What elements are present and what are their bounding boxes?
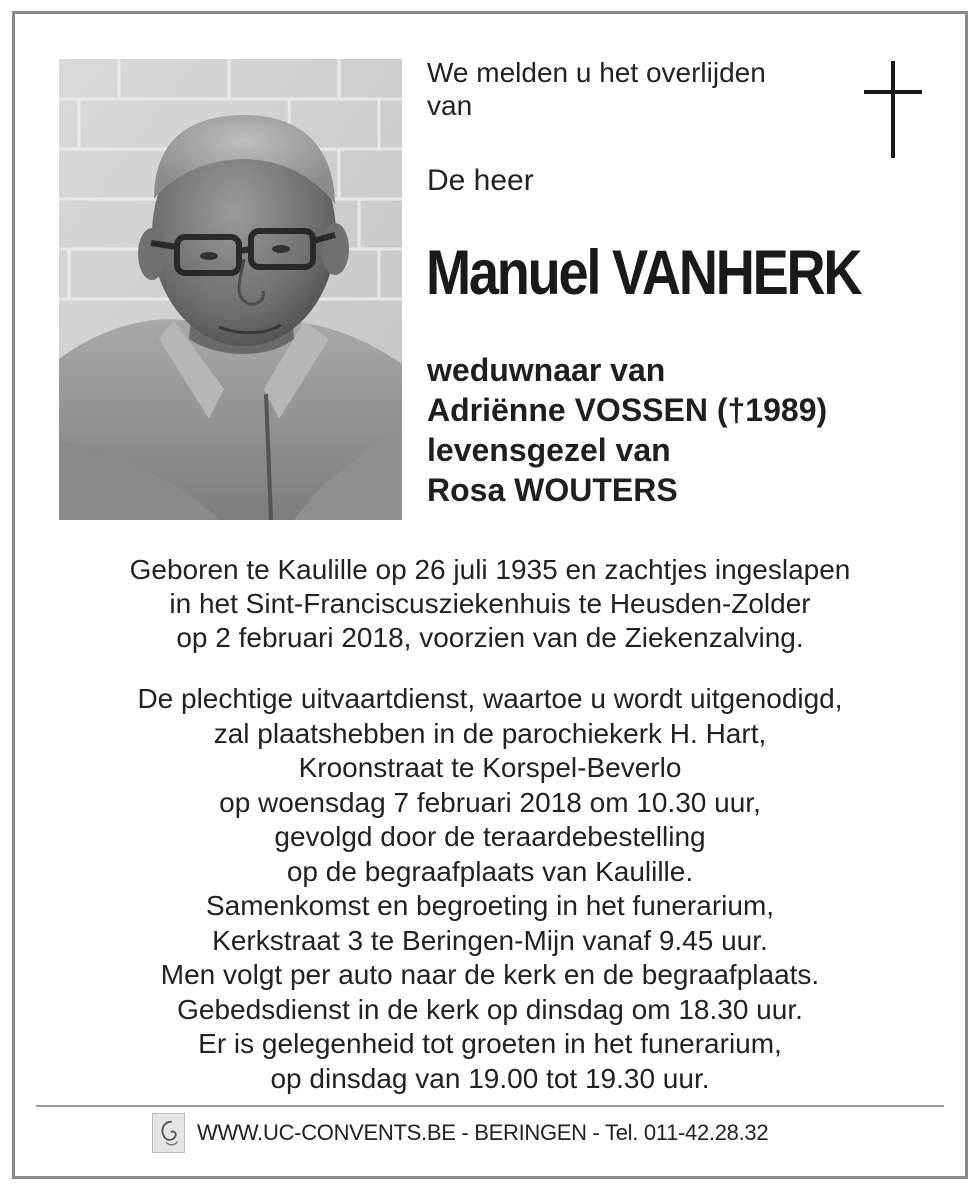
service-line: Samenkomst en begroeting in het funerarium, [205, 890, 775, 921]
relation-line: Adriënne VOSSEN (†1989) [427, 392, 828, 428]
service-paragraph [40, 682, 940, 1096]
service-line: gevolgd door de teraardebestelling [274, 821, 706, 852]
footer-divider [36, 1105, 944, 1107]
service-line: op dinsdag van 19.00 tot 19.30 uur. [270, 1062, 710, 1094]
relation-line: weduwnaar van [427, 352, 666, 388]
intro-line: We melden u het overlijden [427, 57, 766, 88]
relations-block [427, 350, 947, 510]
birth-line: in het Sint-Franciscusziekenhuis te Heusden-Zolder [169, 588, 811, 619]
birth-line: Geboren te Kaulille op 26 juli 1935 en zachtjes ingeslapen [129, 554, 851, 585]
relation-line: levensgezel van [427, 432, 671, 468]
portrait-image [59, 59, 402, 520]
service-line: op woensdag 7 februari 2018 om 10.30 uur, [219, 786, 761, 818]
portrait-photo [59, 59, 402, 520]
service-line: Gebedsdienst in de kerk op dinsdag om 18.30 uur. [177, 993, 803, 1025]
intro-text [427, 56, 847, 122]
intro-line: van [427, 90, 473, 121]
service-line: Kerkstraat 3 te Beringen-Mijn vanaf 9.45 uur. [212, 924, 768, 956]
footer [152, 1113, 768, 1153]
funeral-home-logo-icon [152, 1113, 185, 1153]
cross-icon [864, 61, 922, 158]
service-line: zal plaatshebben in de parochiekerk H. Hart, [213, 717, 767, 749]
birth-death-paragraph [40, 553, 940, 655]
service-line: Men volgt per auto naar de kerk en de begraafplaats. [160, 959, 820, 990]
salutation: De heer [427, 164, 534, 197]
footer-contact-text: WWW.UC-CONVENTS.BE - BERINGEN - Tel. 011-42.28.32 [197, 1120, 769, 1145]
service-line: op de begraafplaats van Kaulille. [286, 855, 694, 887]
service-line: Er is gelegenheid tot groeten in het funerarium, [198, 1028, 782, 1059]
deceased-name: Manuel VANHERK [426, 238, 861, 308]
relation-line: Rosa WOUTERS [427, 472, 678, 508]
service-line: Kroonstraat te Korspel-Beverlo [298, 752, 682, 783]
service-line: De plechtige uitvaartdienst, waartoe u wordt uitgenodigd, [137, 683, 843, 714]
birth-line: op 2 februari 2018, voorzien van de Ziekenzalving. [176, 622, 804, 653]
